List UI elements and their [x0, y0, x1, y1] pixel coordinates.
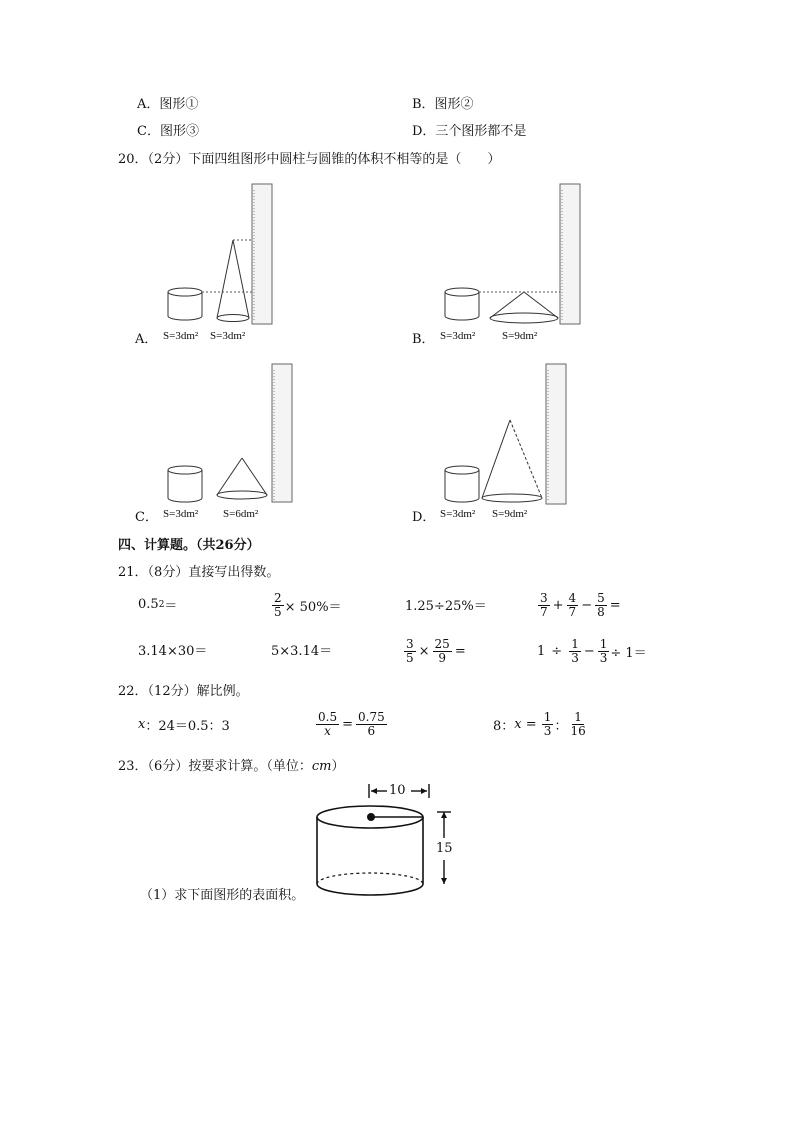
numerator: 0.75: [358, 710, 385, 724]
denominator: 3: [571, 651, 579, 665]
q21-expr-3: 1.25÷25%＝: [405, 599, 487, 614]
q21-e1-eq: ＝: [164, 599, 178, 614]
times-sign: ×: [418, 644, 430, 659]
minus-sign: −: [583, 644, 595, 659]
equals-sign: =: [609, 598, 621, 613]
q21-e4-frac-1: [538, 592, 550, 619]
numerator: 4: [568, 591, 577, 605]
q23-cylinder-figure: [305, 780, 475, 905]
q20-figure-c-drawing: [135, 360, 305, 530]
equals-sign: =: [521, 717, 541, 732]
denominator: 8: [597, 605, 605, 619]
numerator: 5: [597, 591, 605, 605]
q22-p3-frac-1: [542, 711, 554, 738]
q20-d-cylinder-area: S=3dm²: [440, 508, 476, 520]
q21-e8-frac-2: [598, 638, 610, 665]
q19-option-d: D．三个图形都不是: [412, 124, 527, 139]
q23-unit: cm: [311, 759, 332, 774]
denominator: x: [324, 724, 331, 738]
numerator: 3: [406, 637, 414, 651]
denominator: 7: [568, 605, 577, 619]
q19-option-b: B．图形②: [412, 97, 474, 112]
q20-figure-d: [410, 360, 580, 530]
q21-e4-frac-3: [595, 592, 607, 619]
q20-figure-d-drawing: [410, 360, 580, 530]
q20-figure-b: [410, 182, 590, 347]
q23-sub-question-1: （1）求下面图形的表面积。: [140, 888, 305, 903]
numerator: 2: [274, 591, 282, 605]
numerator: 1: [571, 637, 579, 651]
denominator: 6: [367, 724, 376, 738]
q23-height-label: 15: [436, 841, 453, 856]
q20-d-cone-area: S=9dm²: [492, 508, 528, 520]
q22-p2-frac-1: [316, 711, 339, 738]
q22-stem: 22．（12分）解比例。: [118, 684, 249, 699]
numerator: 3: [540, 591, 548, 605]
q21-stem: 21．（8分）直接写出得数。: [118, 565, 280, 580]
q19-option-c: C．图形③: [137, 124, 199, 139]
q20-c-cone-area: S=6dm²: [223, 508, 259, 520]
q22-proportion-3: [493, 711, 589, 738]
q22-proportion-2: [315, 711, 388, 738]
q21-expr-8: [537, 638, 647, 665]
q20-a-cylinder-area: S=3dm²: [163, 330, 199, 342]
q20-a-letter: A．: [135, 332, 158, 347]
equals-sign: =: [342, 717, 353, 732]
q21-expr-5: 3.14×30＝: [138, 644, 208, 659]
q23-diameter-label: 10: [389, 783, 406, 798]
equals-sign: =: [454, 644, 466, 659]
denominator: 3: [543, 724, 552, 738]
variable-x: x: [514, 717, 522, 732]
q20-b-letter: B．: [412, 332, 435, 347]
q23-stem-close: ）: [331, 759, 345, 774]
minus-sign: −: [581, 598, 593, 613]
q23-stem: [118, 759, 344, 775]
numerator: 1: [574, 710, 582, 724]
denominator: 3: [599, 651, 608, 665]
q21-e1-base: 0.5: [138, 597, 159, 612]
q20-a-cone-area: S=3dm²: [210, 330, 246, 342]
q21-e8-frac-1: [569, 638, 581, 665]
q20-figure-a-drawing: [135, 182, 285, 347]
q20-stem: 20．（2分）下面四组图形中圆柱与圆锥的体积不相等的是（ ）: [118, 152, 501, 167]
q21-e4-frac-2: [567, 592, 579, 619]
q21-e7-frac-1: [404, 638, 416, 665]
q23-stem-text: 23．（6分）按要求计算。（单位：: [118, 759, 312, 774]
q21-expr-7: [403, 638, 468, 665]
variable-x: x: [138, 717, 146, 732]
q22-p1-rest: ：24＝0.5：3: [145, 719, 230, 734]
q21-e1-exp: 2: [158, 599, 165, 610]
q19-option-a: A．图形①: [137, 97, 199, 112]
q21-e8-one: 1: [537, 644, 546, 659]
q20-b-cone-area: S=9dm²: [502, 330, 538, 342]
denominator: 5: [274, 605, 282, 619]
denominator: 5: [406, 651, 414, 665]
q20-figure-b-drawing: [410, 182, 590, 347]
divide-sign: ÷: [551, 644, 563, 659]
q20-figure-c: [135, 360, 305, 530]
q21-expr-1: [138, 595, 177, 614]
q21-e8-tail: ÷ 1＝: [610, 646, 647, 661]
q20-c-cylinder-area: S=3dm²: [163, 508, 199, 520]
q20-d-letter: D．: [412, 510, 436, 525]
q20-c-letter: C．: [135, 510, 158, 525]
q21-e2-fraction: [272, 592, 284, 619]
q21-expr-4: [537, 592, 623, 619]
ratio-colon: ：: [554, 719, 568, 734]
q22-proportion-1: [138, 715, 230, 734]
q20-b-cylinder-area: S=3dm²: [440, 330, 476, 342]
q22-p3-lead: 8：: [493, 719, 515, 734]
plus-sign: +: [552, 598, 564, 613]
q21-expr-6: 5×3.14＝: [271, 644, 333, 659]
numerator: 1: [543, 710, 552, 724]
denominator: 9: [438, 651, 446, 665]
denominator: 7: [540, 605, 548, 619]
denominator: 16: [570, 724, 586, 738]
q22-p2-frac-2: [356, 711, 387, 738]
numerator: 25: [434, 637, 450, 651]
q20-figure-a: [135, 182, 285, 347]
numerator: 1: [599, 637, 608, 651]
q21-e2-rest: × 50%＝: [284, 600, 342, 615]
q21-e7-frac-2: [433, 638, 452, 665]
section-4-title: 四、计算题。（共26分）: [118, 538, 260, 553]
q22-p3-frac-2: [568, 711, 587, 738]
numerator: 0.5: [318, 710, 338, 724]
q21-expr-2: [271, 592, 342, 619]
